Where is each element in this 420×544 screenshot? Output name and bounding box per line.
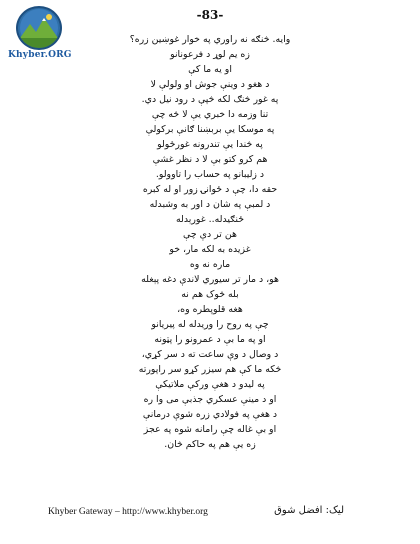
- poem-line: د هغې په فولادي زره شوې درمانې: [142, 409, 278, 420]
- poem-line: په غور څنګ لکه څپې د رود نیل دي.: [141, 94, 279, 105]
- poem-line: په موسکا یې بربښنا ګانې برکولې: [145, 124, 275, 135]
- footer-author: لیک: افضل شوق: [274, 505, 344, 516]
- poem-line: د وصال د وې ساعت ته د سر کړي،: [141, 349, 279, 360]
- poem-line: حقه دا، چې د ځوانۍ زور او له کبره: [142, 184, 278, 195]
- poem-line: چې په روح را وریدله له پیریانو: [151, 319, 269, 330]
- page-number: -83-: [196, 8, 224, 22]
- poem-line: بله څوک هم نه: [181, 289, 239, 300]
- poem-line: او بې غاله چې رامانه شوه په عجز: [143, 424, 277, 435]
- poem-line: څکه ما کې هم سیزر کړو سر راپورته: [138, 364, 282, 375]
- logo-caption: Khyber.ORG: [8, 50, 72, 60]
- poem-text: [120, 32, 300, 452]
- poem-line: تنا وزمه دا خبري یې لا څه چې: [151, 109, 269, 120]
- page-footer: [48, 505, 396, 521]
- poem-line: هن تر دې چې: [183, 229, 237, 240]
- poem-line: په لیدو د هغې ورکې ملاتیکې: [155, 379, 265, 390]
- poem-line: غزیده به لکه مار، خو: [169, 244, 251, 255]
- poem-line: په څندا یې تندرونه غورځولو: [157, 139, 263, 150]
- poem-line: د زلیبانو په حساب را تاوولو.: [155, 169, 265, 180]
- poem-line: او د مینې عسکري جذبې می وا ره: [143, 394, 277, 405]
- poem-line: ځنګیدله.. غورېدله: [175, 214, 245, 225]
- poem-line: وایه. څنګه نه راوري په خوار غوښین زره؟: [129, 34, 291, 45]
- poem-line: د لمبې په شان د اور به وشبدله: [149, 199, 271, 210]
- poem-line: زه یم لوړ د فرعونانو: [170, 49, 250, 60]
- poem-line: ماره نه وه: [189, 259, 231, 270]
- poem-line: زه یې هم په حاکم څان.: [164, 439, 256, 450]
- footer-source-link[interactable]: Khyber Gateway – http://www.khyber.org: [48, 507, 208, 517]
- poem-line: هو، د مار تر سیوري لاندې دغه پېغله: [141, 274, 279, 285]
- poem-line: او په ما بې د عمرونو را پټونه: [154, 334, 266, 345]
- poem-line: هغه قلوپطره وه،: [177, 304, 243, 315]
- poem-line: هم کرو کتو بې لا د نظر غشې: [152, 154, 268, 165]
- poem-line: او یه ما کې: [188, 64, 232, 75]
- poem-line: د هغو د وینې جوش او ولولې لا: [150, 79, 270, 90]
